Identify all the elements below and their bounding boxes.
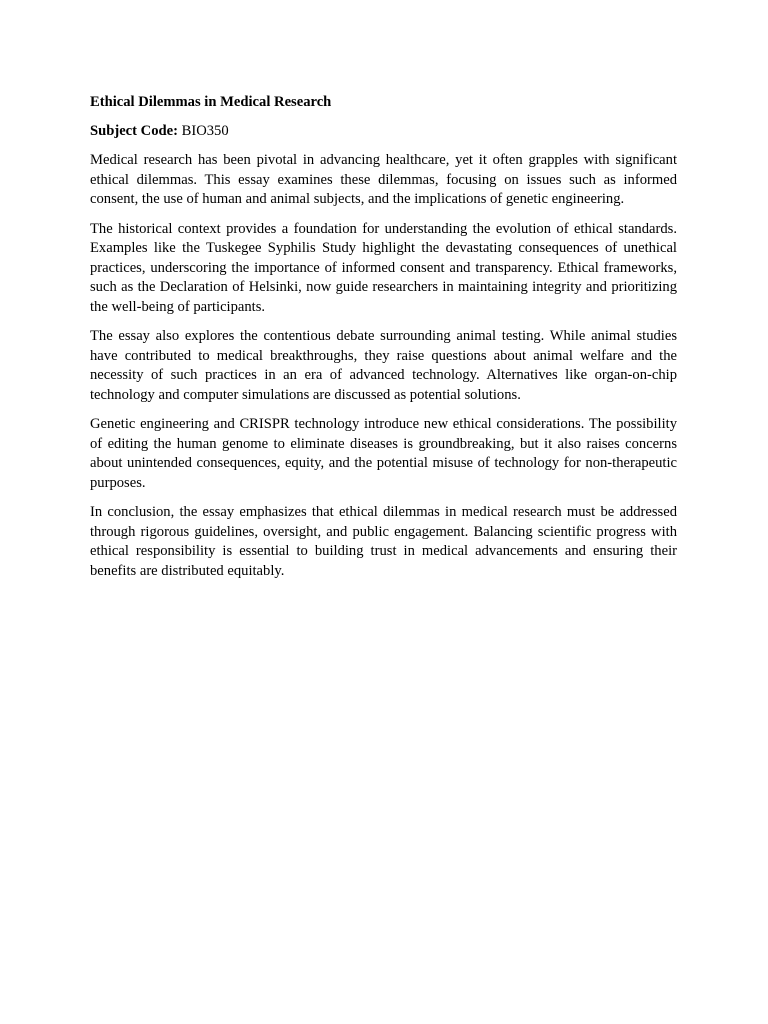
subject-code-label: Subject Code: <box>90 122 178 139</box>
paragraph-intro: Medical research has been pivotal in advancing healthcare, yet it often grapples with significant ethical dilemmas. This essay examines these dilemmas, focusing on issues such as informed consent, the use of human and animal subjects, and the implications of genetic engineering. <box>90 152 677 207</box>
subject-code-value: BIO350 <box>181 122 229 139</box>
subject-line <box>90 122 677 142</box>
paragraph-historical-context: The historical context provides a foundation for understanding the evolution of ethical standards. Examples like the Tuskegee Syphilis Study highlight the devastating consequences of unethical practices, underscoring the importance of informed consent and transparency. Ethical frameworks, such as the Declaration of Helsinki, now guide researchers in maintaining integrity and prioritizing the well-being of participants. <box>90 220 677 315</box>
document-title: Ethical Dilemmas in Medical Research <box>90 94 332 110</box>
paragraph-animal-testing: The essay also explores the contentious debate surrounding animal testing. While animal studies have contributed to medical breakthroughs, they raise questions about animal welfare and the necessity of such practices in an era of advanced technology. Alternatives like organ-on-chip technology and computer simulations are discussed as potential solutions. <box>90 328 677 403</box>
document-page <box>90 93 677 591</box>
paragraph-conclusion: In conclusion, the essay emphasizes that ethical dilemmas in medical research must be addressed through rigorous guidelines, oversight, and public engagement. Balancing scientific progress with ethical responsibility is essential to building trust in medical advancements and ensuring their benefits are distributed equitably. <box>90 504 677 579</box>
paragraph-genetic-engineering: Genetic engineering and CRISPR technology introduce new ethical considerations. The possibility of editing the human genome to eliminate diseases is groundbreaking, but it also raises concerns about unintended consequences, equity, and the potential misuse of technology for non-therapeutic purposes. <box>90 416 677 491</box>
